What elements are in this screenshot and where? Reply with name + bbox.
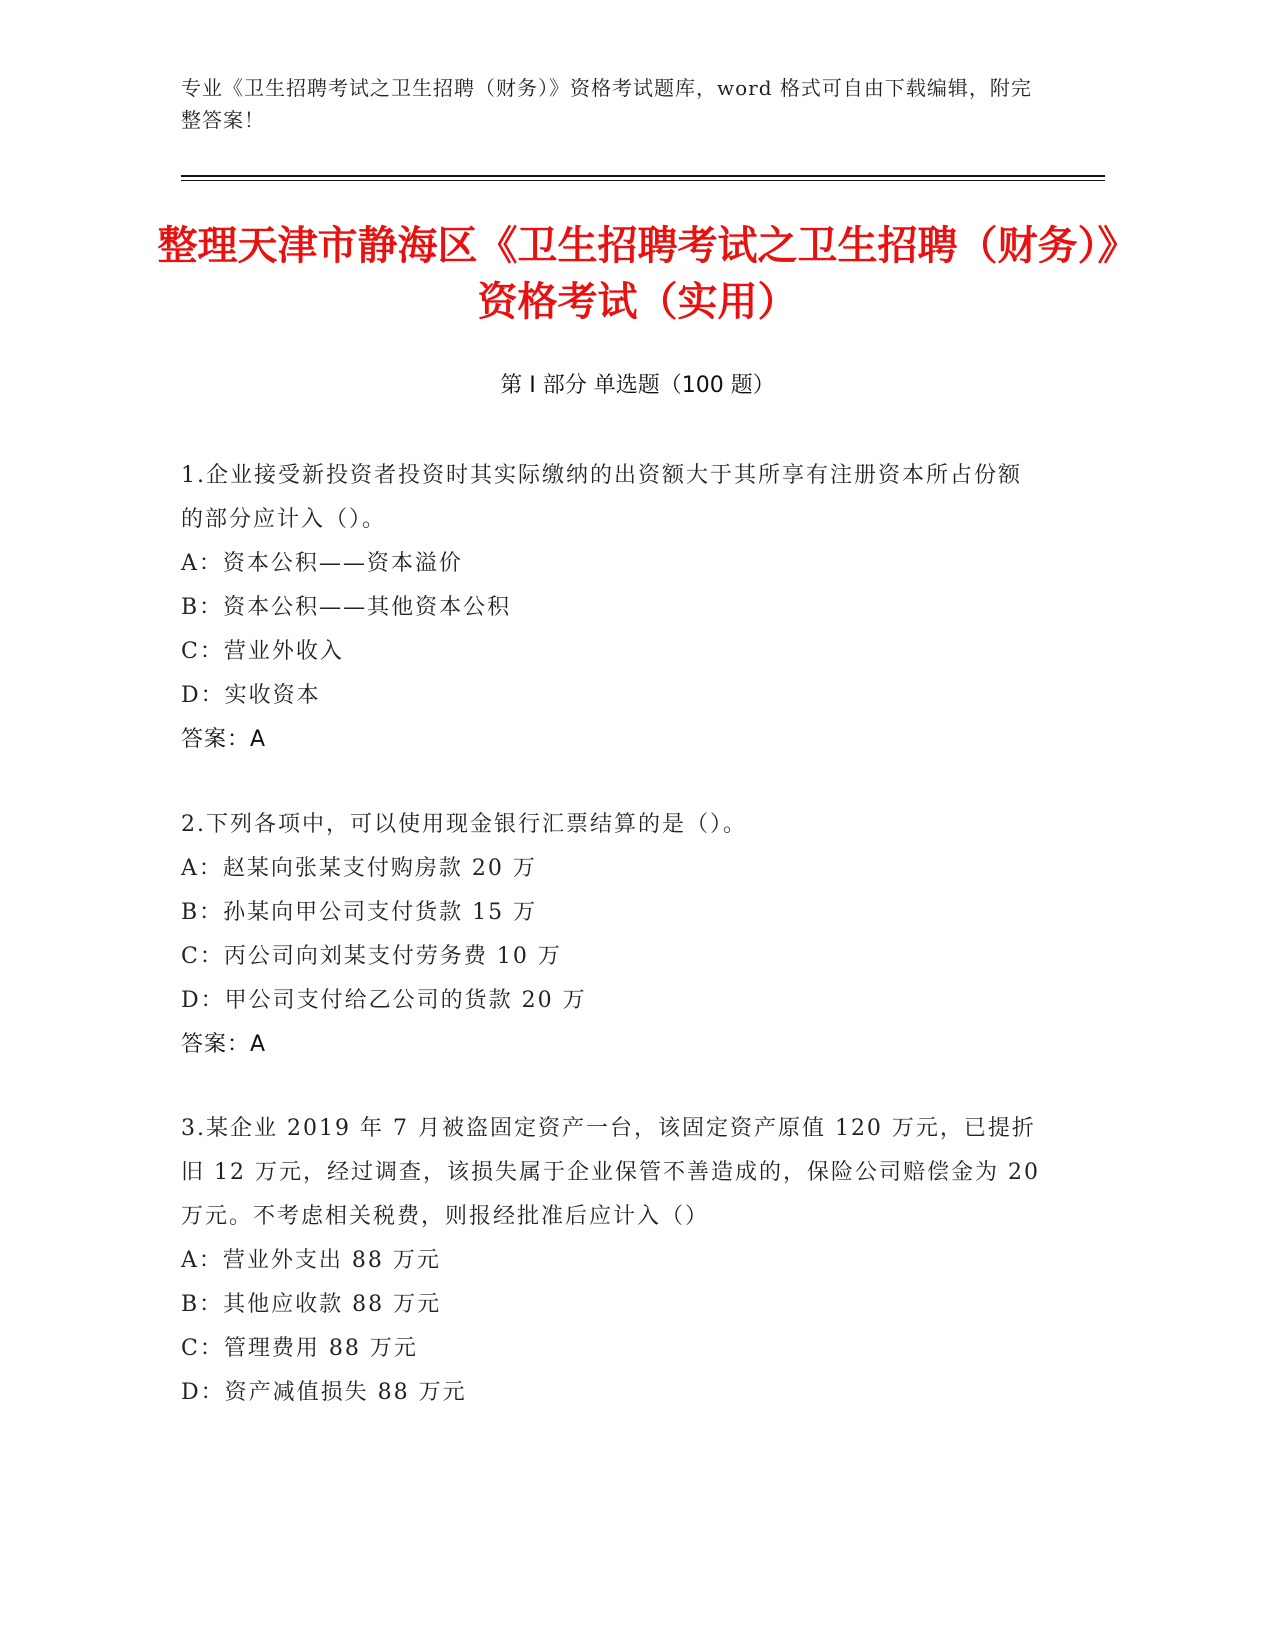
option-d: D：甲公司支付给乙公司的货款 20 万: [181, 988, 587, 1013]
section-title: 第 I 部分 单选题（100 题）: [500, 373, 775, 398]
question-2: [181, 803, 1041, 1067]
option-c: C：管理费用 88 万元: [181, 1336, 418, 1361]
option-a: A：赵某向张某支付购房款 20 万: [181, 856, 537, 881]
option-d: D：资产减值损失 88 万元: [181, 1380, 467, 1405]
answer: 答案：A: [181, 727, 267, 752]
option-b: B：其他应收款 88 万元: [181, 1292, 442, 1317]
question-3: [181, 1107, 1041, 1415]
option-c: C：营业外收入: [181, 639, 344, 664]
option-b: B：孙某向甲公司支付货款 15 万: [181, 900, 538, 925]
question-stem: 3.某企业 2019 年 7 月被盗固定资产一台，该固定资产原值 120 万元，已提折旧 12 万元，经过调查，该损失属于企业保管不善造成的，保险公司赔偿金为 20 万元。不考虑相关税费，则报经批准后应计入（）: [181, 1116, 1040, 1229]
option-b: B：资本公积——其他资本公积: [181, 595, 512, 620]
question-stem: 1.企业接受新投资者投资时其实际缴纳的出资额大于其所享有注册资本所占份额的部分应计入（）。: [181, 463, 1022, 532]
option-d: D：实收资本: [181, 683, 321, 708]
question-stem: 2.下列各项中，可以使用现金银行汇票结算的是（）。: [181, 812, 747, 837]
question-1: [181, 454, 1041, 762]
option-a: A：营业外支出 88 万元: [181, 1248, 441, 1273]
header-note: 专业《卫生招聘考试之卫生招聘（财务）》资格考试题库，word 格式可自由下载编辑，附完整答案！: [181, 76, 1032, 132]
header-divider-thick: [181, 175, 1105, 177]
answer: 答案：A: [181, 1032, 267, 1057]
document-title: 整理天津市静海区《卫生招聘考试之卫生招聘（财务）》资格考试（实用）: [157, 223, 1118, 325]
header-divider-thin: [181, 180, 1105, 181]
option-a: A：资本公积——资本溢价: [181, 551, 463, 576]
option-c: C：丙公司向刘某支付劳务费 10 万: [181, 944, 562, 969]
